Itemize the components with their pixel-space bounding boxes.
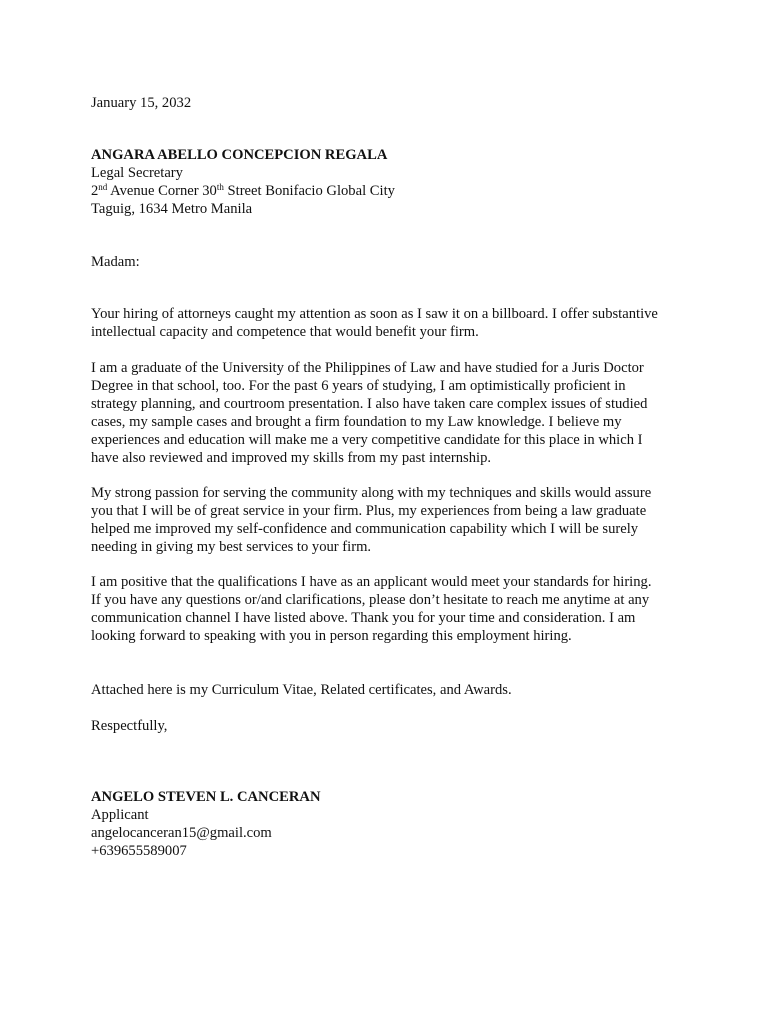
paragraph-line: Your hiring of attorneys caught my attention as soon as I saw it on a billboard. I offer substantive [91, 306, 658, 322]
paragraph-line: I am a graduate of the University of the Philippines of Law and have studied for a Juris Doctor [91, 360, 644, 376]
paragraph-line: looking forward to speaking with you in person regarding this employment hiring. [91, 627, 572, 644]
recipient-position: Legal Secretary [91, 165, 183, 181]
paragraph-line: communication channel I have listed above. Thank you for your time and consideration. I am [91, 609, 636, 626]
address-superscript: th [216, 182, 224, 192]
sender-email: angelocanceran15@gmail.com [91, 825, 272, 841]
closing: Respectfully, [91, 718, 168, 734]
paragraph-line: have also reviewed and improved my skills from my past internship. [91, 449, 492, 466]
paragraph-line: helped me improved my self-confidence and communication capability which I will be surely [91, 520, 639, 537]
body-paragraph-1 [91, 306, 691, 342]
salutation: Madam: [91, 254, 140, 270]
paragraph-line: If you have any questions or/and clarifications, please don’t hesitate to reach me anytime at any [91, 591, 650, 608]
recipient-address-line2: Taguig, 1634 Metro Manila [91, 201, 253, 217]
paragraph-line: My strong passion for serving the community along with my techniques and skills would assure [91, 485, 652, 501]
body-paragraph-2 [91, 360, 691, 467]
address-part: 2 [91, 183, 99, 199]
address-part: Avenue Corner 30 [107, 183, 217, 199]
paragraph-line: Degree in that school, too. For the past 6 years of studying, I am optimistically proficient in [91, 377, 626, 394]
paragraph-line: you that I will be of great service in your firm. Plus, my experiences from being a law graduate [91, 502, 647, 519]
paragraph-line: experiences and education will make me a very competitive candidate for this place in which I [91, 431, 643, 448]
body-paragraph-4 [91, 574, 691, 646]
attachment-note: Attached here is my Curriculum Vitae, Related certificates, and Awards. [91, 682, 512, 698]
paragraph-line: intellectual capacity and competence that would benefit your firm. [91, 323, 479, 340]
sender-name: ANGELO STEVEN L. CANCERAN [91, 789, 321, 805]
paragraph-line: cases, my sample cases and brought a firm foundation to my Law knowledge. I believe my [91, 413, 622, 430]
sender-title: Applicant [91, 807, 149, 823]
paragraph-line: strategy planning, and courtroom presentation. I also have taken care complex issues of studied [91, 395, 648, 412]
recipient-address-line1 [91, 182, 395, 200]
letter-date: January 15, 2032 [91, 95, 192, 111]
sender-phone: +639655589007 [91, 843, 187, 859]
paragraph-line: I am positive that the qualifications I have as an applicant would meet your standards for hiring. [91, 574, 652, 590]
paragraph-line: needing in giving my best services to your firm. [91, 538, 372, 555]
body-paragraph-3 [91, 485, 691, 557]
address-part: Street Bonifacio Global City [223, 183, 395, 199]
recipient-name: ANGARA ABELLO CONCEPCION REGALA [91, 147, 388, 163]
address-superscript: nd [98, 182, 108, 192]
